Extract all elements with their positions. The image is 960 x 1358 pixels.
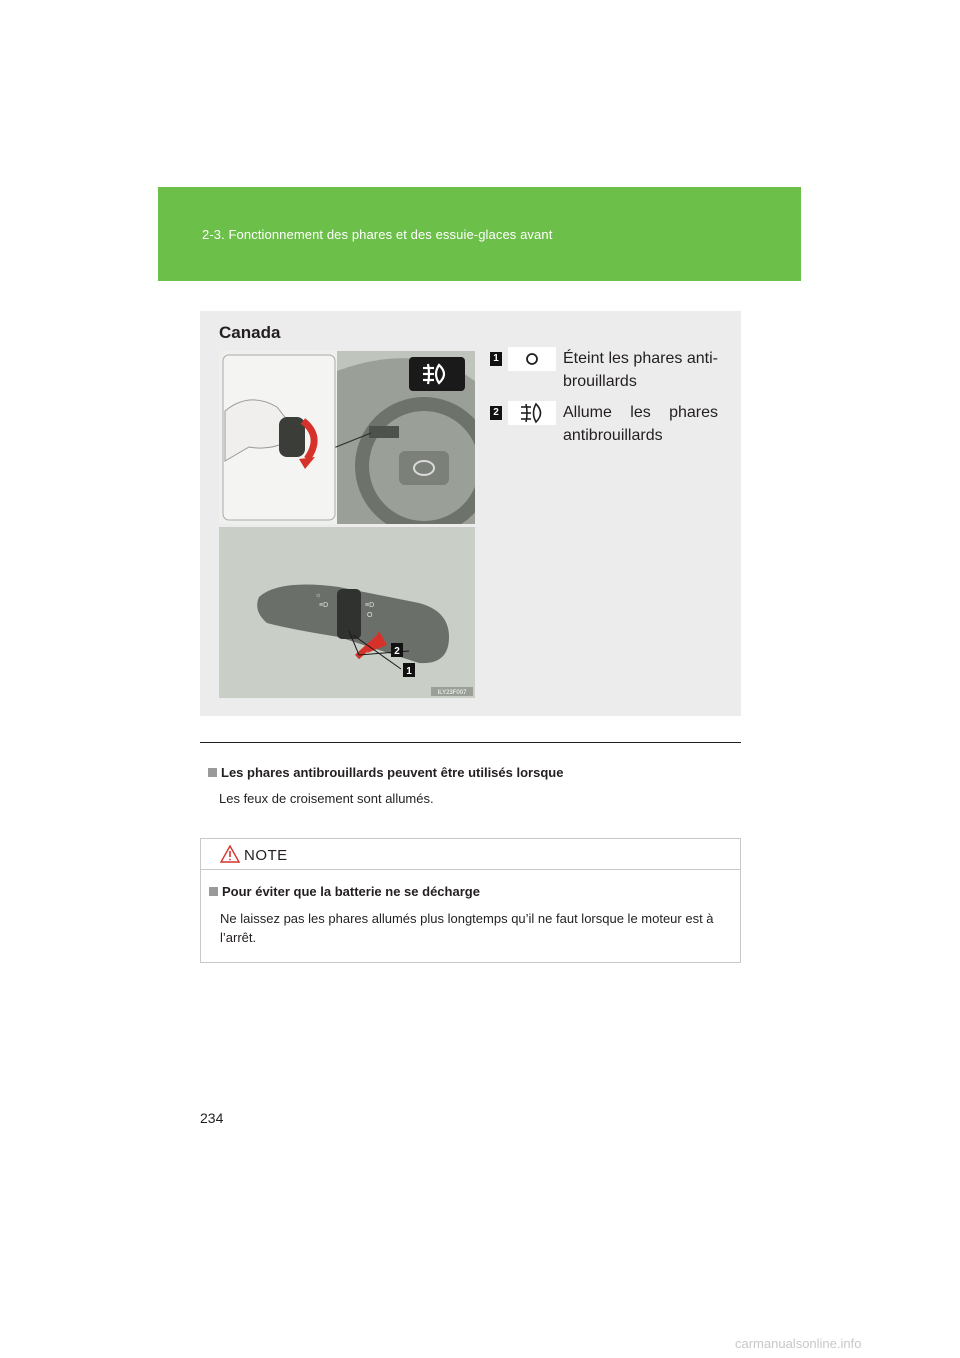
legend-item-on [490, 401, 720, 451]
fog-light-on-icon [508, 401, 556, 425]
figure-panel [200, 311, 741, 716]
note-body: Les feux de croisement sont allumés. [219, 791, 434, 806]
warning-triangle-icon [220, 845, 240, 863]
section-divider [200, 742, 741, 743]
legend-number: 1 [490, 352, 502, 366]
section-header [158, 187, 801, 281]
svg-text:≡D: ≡D [319, 602, 329, 609]
legend-item-off [490, 347, 720, 397]
notice-body: Ne laissez pas les phares allumés plus longtemps qu’il ne faut lorsque le moteur est à l’arrêt. [220, 911, 714, 945]
bullet-square-icon [208, 768, 217, 777]
callout-2-label: 2 [394, 646, 400, 657]
page-number: 234 [200, 1110, 224, 1126]
notice-subheading [209, 884, 480, 899]
notice-subheading-text: Pour éviter que la batterie ne se décharge [222, 884, 480, 899]
legend-number: 2 [490, 406, 502, 420]
notice-title: NOTE [244, 847, 288, 864]
dashboard-illustration [219, 351, 475, 524]
image-code: ILY23F007 [437, 690, 467, 696]
footer-watermark: carmanualsonline.info [735, 1336, 862, 1351]
fog-light-off-icon [508, 347, 556, 371]
svg-text:O: O [367, 612, 373, 619]
svg-text:☼: ☼ [315, 592, 322, 599]
bullet-square-icon [209, 887, 218, 896]
svg-text:≡D: ≡D [365, 602, 375, 609]
legend-text: Éteint les phares anti-brouillards [563, 350, 718, 390]
dashboard-photo [219, 351, 475, 524]
note-heading [208, 765, 563, 780]
stalk-photo [219, 527, 475, 698]
note-heading-text: Les phares antibrouillards peuvent être utilisés lorsque [221, 765, 564, 780]
notice-box [200, 838, 741, 963]
callout-1-label: 1 [406, 666, 412, 677]
section-title: 2-3. Fonctionnement des phares et des essuie-glaces avant [202, 227, 553, 242]
notice-header [201, 839, 740, 870]
figure-label: Canada [219, 323, 281, 342]
stalk-illustration [219, 527, 475, 698]
legend-text: Allume les phares antibrouillards [563, 404, 718, 444]
